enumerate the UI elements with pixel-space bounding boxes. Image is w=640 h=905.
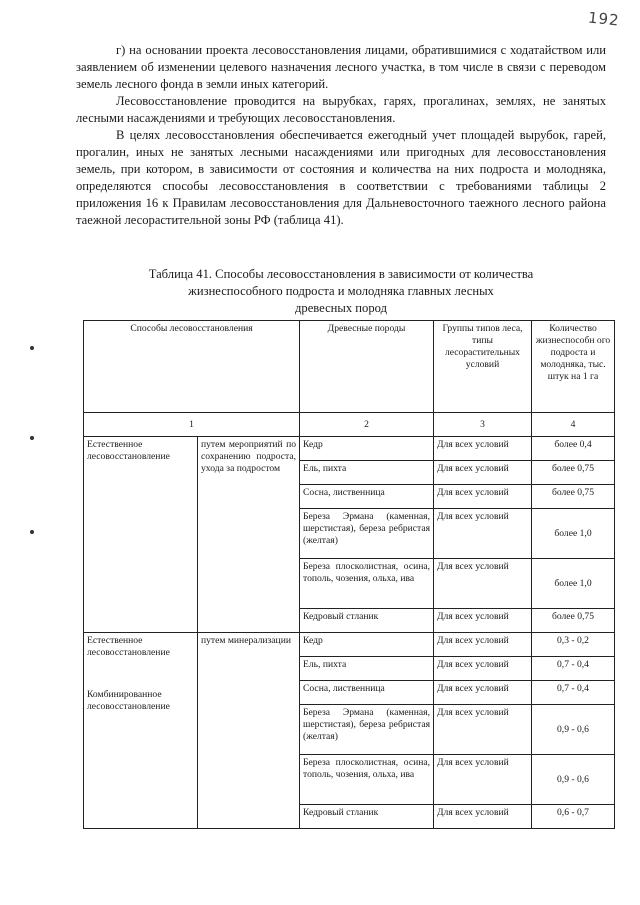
- group-cell: Для всех условий: [434, 509, 532, 559]
- group-cell: Для всех условий: [434, 609, 532, 633]
- species-cell: Береза Эрмана (каменная, шерстистая), береза ребристая (желтая): [300, 509, 434, 559]
- column-number: 4: [532, 413, 615, 437]
- quantity-cell: более 0,75: [532, 485, 615, 509]
- species-cell: Кедровый стланик: [300, 609, 434, 633]
- method-cell: [84, 633, 198, 829]
- method-combined: Комбинированное лесовосстановление: [87, 689, 170, 712]
- page-number: 192: [587, 8, 621, 30]
- column-number: 1: [84, 413, 300, 437]
- caption-line-1: Таблица 41. Способы лесовосстановления в зависимости от количества: [148, 267, 534, 281]
- species-cell: Береза плосколистная, осина, тополь, чозения, ольха, ива: [300, 755, 434, 805]
- caption-line-2: жизнеспособного подроста и молодняка главных лесных: [188, 284, 494, 298]
- margin-mark: [30, 346, 34, 350]
- species-cell: Сосна, лиственница: [300, 681, 434, 705]
- species-cell: Кедр: [300, 437, 434, 461]
- group-cell: Для всех условий: [434, 657, 532, 681]
- quantity-cell: более 1,0: [532, 559, 615, 609]
- species-cell: Ель, пихта: [300, 657, 434, 681]
- group-cell: Для всех условий: [434, 461, 532, 485]
- quantity-cell: 0,7 - 0,4: [532, 657, 615, 681]
- group-cell: Для всех условий: [434, 559, 532, 609]
- reforestation-table: [83, 320, 615, 829]
- species-cell: Кедр: [300, 633, 434, 657]
- table-caption: [76, 266, 606, 317]
- paragraph-1: г) на основании проекта лесовосстановления лицами, обратившимися с ходатайством или заявлением об изменении целевого назначения лесного участка, в том числе в связи с переводом земель лесного фонда в земли иных категорий.: [76, 43, 606, 91]
- quantity-cell: 0,9 - 0,6: [532, 705, 615, 755]
- method-natural: Естественное лесовосстановление: [87, 635, 170, 658]
- species-cell: Ель, пихта: [300, 461, 434, 485]
- quantity-cell: более 0,75: [532, 461, 615, 485]
- column-number: 2: [300, 413, 434, 437]
- group-cell: Для всех условий: [434, 437, 532, 461]
- group-cell: Для всех условий: [434, 633, 532, 657]
- table-row: [84, 437, 615, 461]
- species-cell: Кедровый стланик: [300, 805, 434, 829]
- margin-mark: [30, 530, 34, 534]
- body-text: [76, 42, 606, 229]
- quantity-cell: более 0,75: [532, 609, 615, 633]
- group-cell: Для всех условий: [434, 681, 532, 705]
- quantity-cell: 0,3 - 0,2: [532, 633, 615, 657]
- species-cell: Береза Эрмана (каменная, шерстистая), береза ребристая (желтая): [300, 705, 434, 755]
- quantity-cell: более 1,0: [532, 509, 615, 559]
- table-row: [84, 633, 615, 657]
- quantity-cell: более 0,4: [532, 437, 615, 461]
- paragraph-2: Лесовосстановление проводится на вырубках, гарях, прогалинах, землях, не занятых лесными насаждениями и требующих лесовосстановления.: [76, 94, 606, 125]
- group-cell: Для всех условий: [434, 805, 532, 829]
- paragraph-3: В целях лесовосстановления обеспечивается ежегодный учет площадей вырубок, гарей, прогалин, иных не занятых лесными насаждениями или пригодных для лесовосстановления земель, при котором, в зависимости от состояния и количества на них подроста и молодняка, определяются способы лесовосстановления в соответствии с требованиями таблицы 2 приложения 16 к Правилам лесовосстановления для Дальневосточного таежного лесного района таежной лесорастительной зоны РФ (таблица 41).: [76, 128, 606, 227]
- header-groups: Группы типов леса, типы лесорастительных условий: [434, 321, 532, 413]
- species-cell: Сосна, лиственница: [300, 485, 434, 509]
- quantity-cell: 0,9 - 0,6: [532, 755, 615, 805]
- quantity-cell: 0,6 - 0,7: [532, 805, 615, 829]
- species-cell: Береза плосколистная, осина, тополь, чозения, ольха, ива: [300, 559, 434, 609]
- column-number-row: [84, 413, 615, 437]
- submethod-cell: путем мероприятий по сохранению подроста, ухода за подростом: [198, 437, 300, 633]
- caption-line-3: древесных пород: [295, 301, 387, 315]
- header-quantity: Количество жизнеспособн ого подроста и молодняка, тыс. штук на 1 га: [532, 321, 615, 413]
- submethod-cell: путем минерализации: [198, 633, 300, 829]
- column-number: 3: [434, 413, 532, 437]
- method-cell: Естественное лесовосстановление: [84, 437, 198, 633]
- group-cell: Для всех условий: [434, 705, 532, 755]
- header-methods: Способы лесовосстановления: [84, 321, 300, 413]
- margin-mark: [30, 436, 34, 440]
- group-cell: Для всех условий: [434, 755, 532, 805]
- table-header-row: [84, 321, 615, 413]
- header-species: Древесные породы: [300, 321, 434, 413]
- quantity-cell: 0,7 - 0,4: [532, 681, 615, 705]
- group-cell: Для всех условий: [434, 485, 532, 509]
